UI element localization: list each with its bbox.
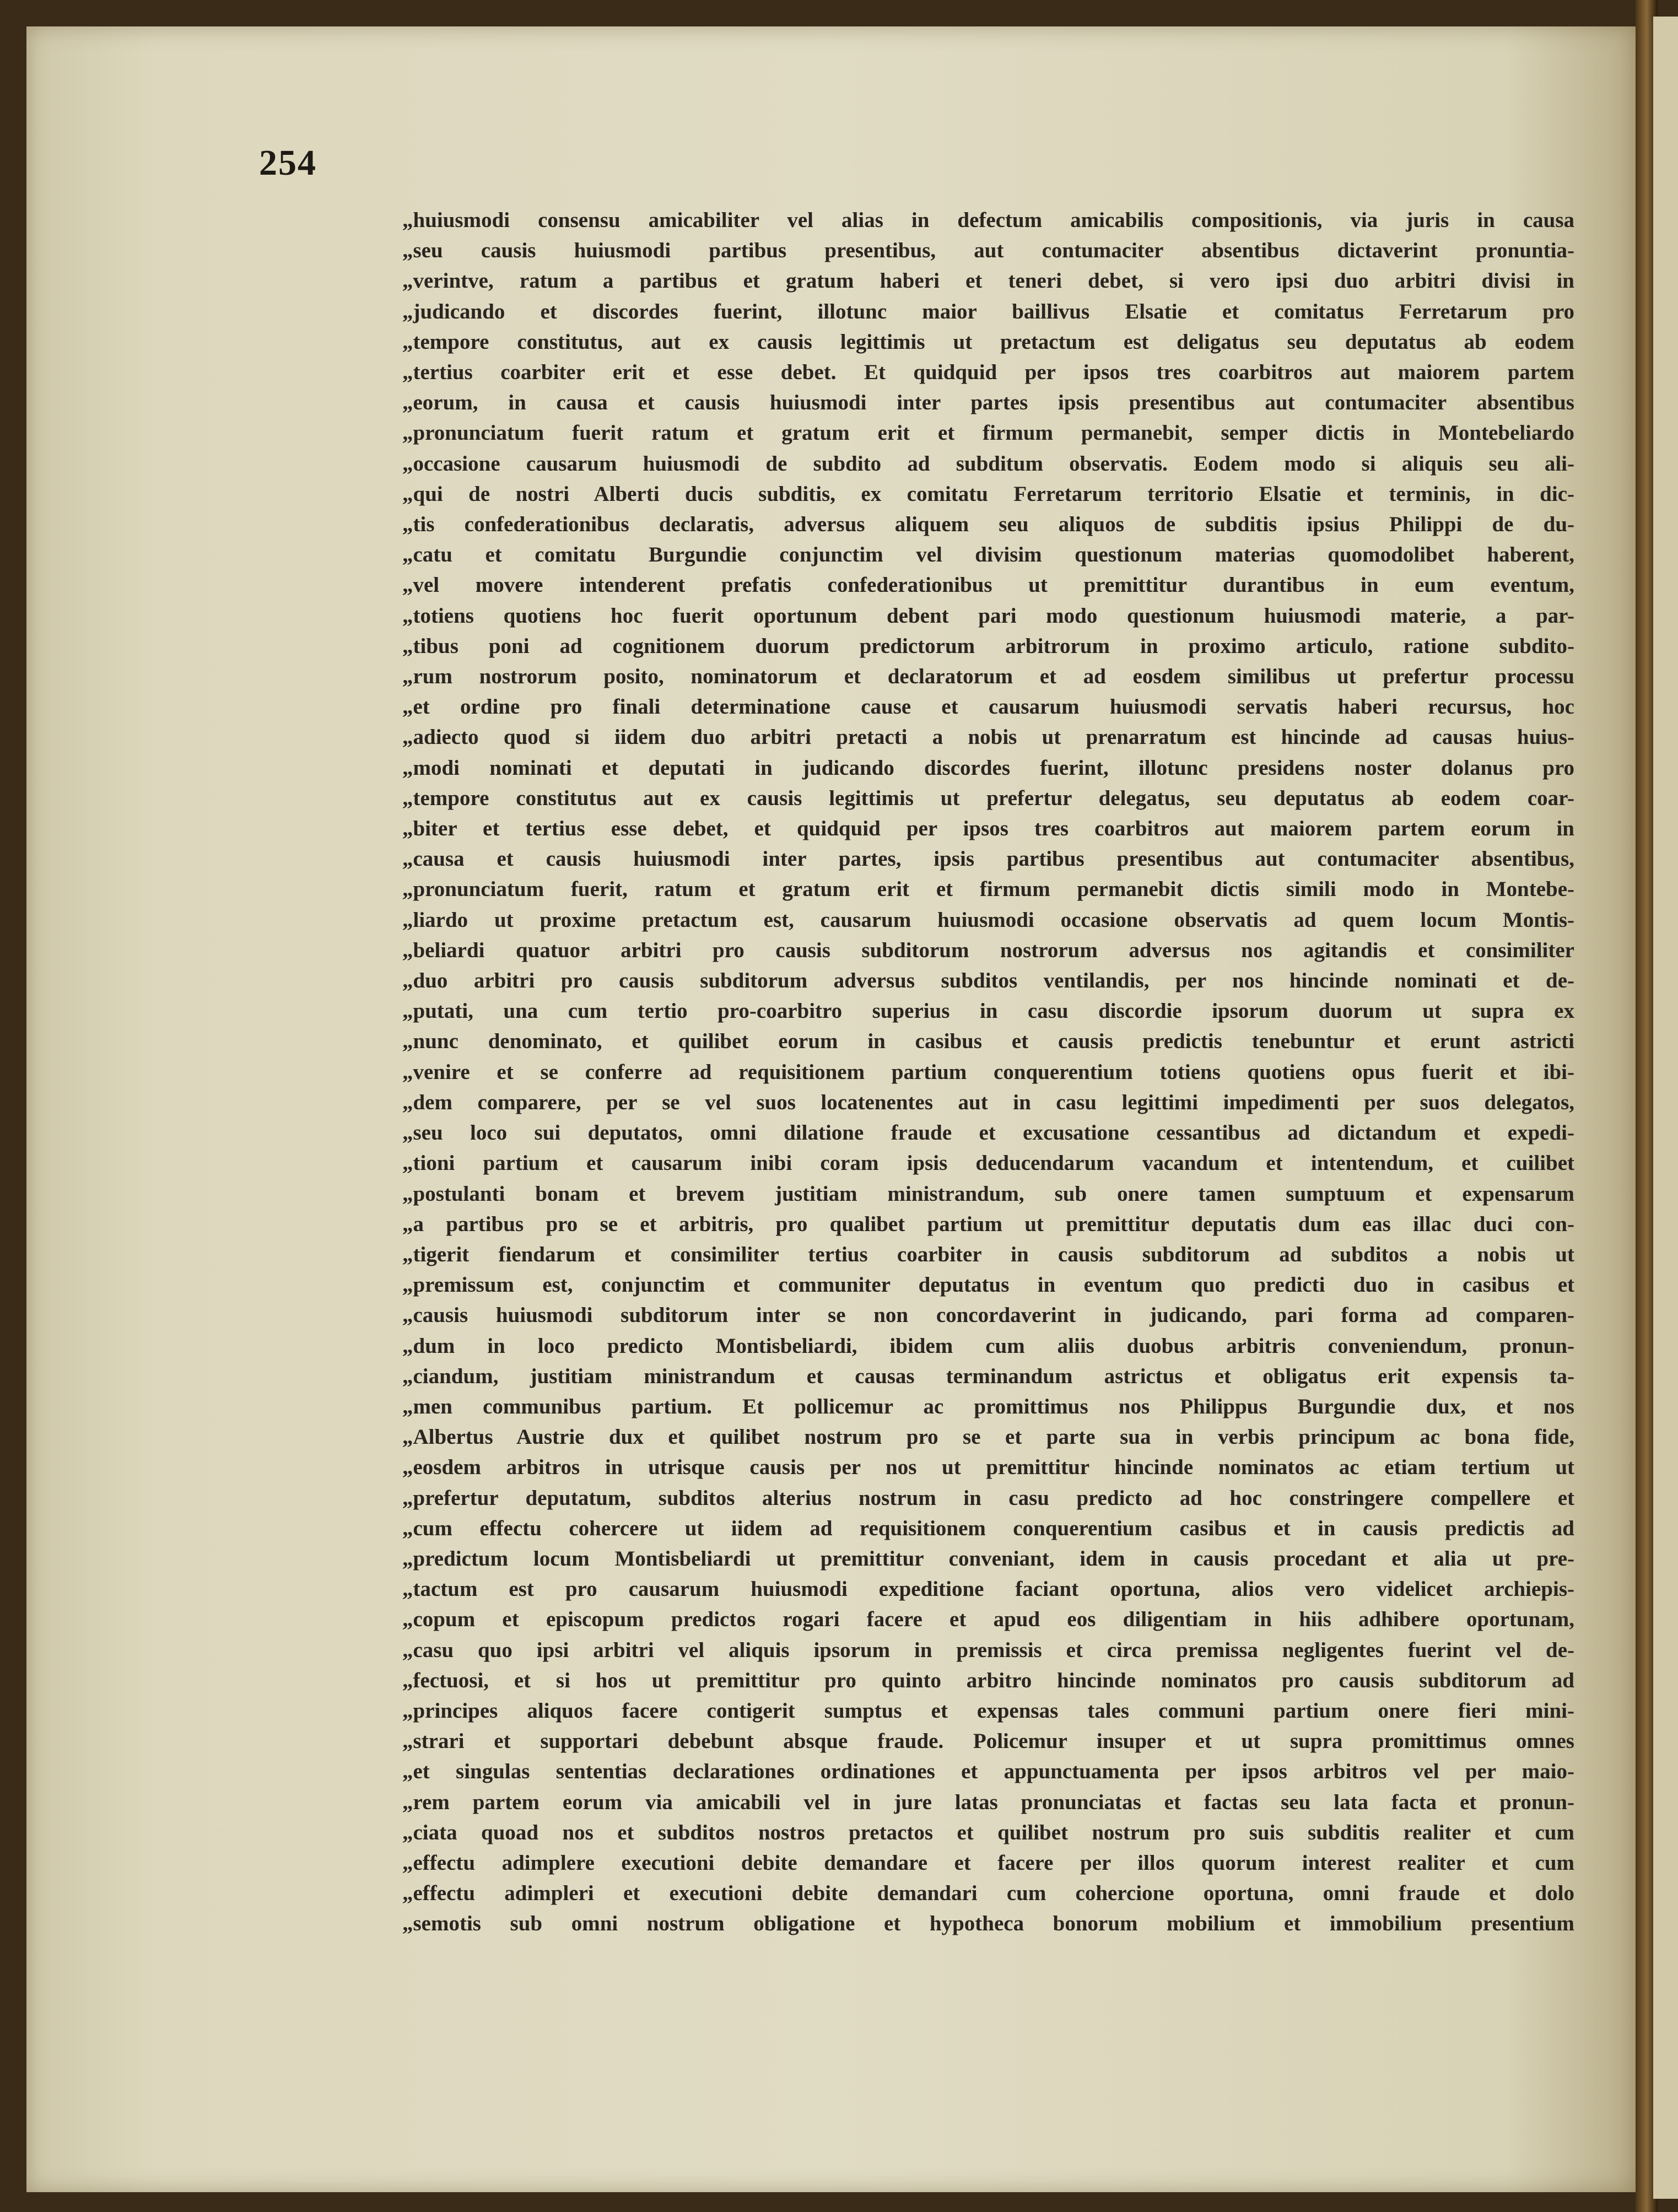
text-line: „rem partem eorum via amicabili vel in jure latas pronunciatas et factas seu lata facta et pronun- [402, 1790, 1574, 1814]
text-line: „beliardi quatuor arbitri pro causis subditorum nostrorum adversus nos agitandis et consimiliter [402, 938, 1574, 962]
text-line: „tertius coarbiter erit et esse debet. Et quidquid per ipsos tres coarbitros aut maiorem partem [402, 360, 1574, 385]
text-line: „ciandum, justitiam ministrandum et causas terminandum astrictus et obligatus erit expensis ta- [402, 1364, 1574, 1388]
text-line: „pronunciatum fuerit, ratum et gratum erit et firmum permanebit dictis simili modo in Montebe- [402, 877, 1574, 902]
text-line: „premissum est, conjunctim et communiter deputatus in eventum quo predicti duo in casibus et [402, 1273, 1574, 1297]
text-line: „et singulas sententias declarationes ordinationes et appunctuamenta per ipsos arbitros vel per maio- [402, 1760, 1574, 1784]
text-line: „duo arbitri pro causis subditorum adversus subditos ventilandis, per nos hincinde nominati et de- [402, 969, 1574, 993]
text-line: „venire et se conferre ad requisitionem partium conquerentium totiens quotiens opus fuerit et ibi- [402, 1060, 1574, 1084]
text-line: „et ordine pro finali determinatione cause et causarum huiusmodi servatis haberi recursus, hoc [402, 695, 1574, 719]
text-line: „strari et supportari debebunt absque fraude. Policemur insuper et ut supra promittimus omnes [402, 1729, 1574, 1754]
next-page-edge [1653, 17, 1678, 2199]
text-line: „a partibus pro se et arbitris, pro qualibet partium ut premittitur deputatis dum eas illac duci con- [402, 1212, 1574, 1236]
text-line: „vel movere intenderent prefatis confederationibus ut premittitur durantibus in eum eventum, [402, 573, 1574, 597]
text-line: „Albertus Austrie dux et quilibet nostrum pro se et parte sua in verbis principum ac bona fide, [402, 1425, 1574, 1449]
text-line: „tempore constitutus aut ex causis legittimis ut prefertur delegatus, seu deputatus ab eodem coar- [402, 786, 1574, 810]
text-line: „seu causis huiusmodi partibus presentibus, aut contumaciter absentibus dictaverint pronuntia- [402, 239, 1574, 263]
text-line: „effectu adimpleri et executioni debite demandari cum cohercione oportuna, omni fraude et dolo [402, 1881, 1574, 1906]
text-line: „tactum est pro causarum huiusmodi expeditione faciant oportuna, alios vero videlicet archiepis- [402, 1577, 1574, 1601]
text-line: „liardo ut proxime pretactum est, causarum huiusmodi occasione observatis ad quem locum Montis- [402, 908, 1574, 932]
text-line: „judicando et discordes fuerint, illotunc maior baillivus Elsatie et comitatus Ferretarum pro [402, 299, 1574, 323]
text-line: „adiecto quod si iidem duo arbitri pretacti a nobis ut prenarratum est hincinde ad causas huius- [402, 725, 1574, 749]
text-line: „verintve, ratum a partibus et gratum haberi et teneri debet, si vero ipsi duo arbitri divisi in [402, 269, 1574, 293]
text-line: „modi nominati et deputati in judicando discordes fuerint, illotunc presidens noster dolanus pro [402, 756, 1574, 780]
text-line: „ciata quoad nos et subditos nostros pretactos et quilibet nostrum pro suis subditis realiter et cum [402, 1820, 1574, 1844]
text-line: „eorum, in causa et causis huiusmodi inter partes ipsis presentibus aut contumaciter absentibus [402, 391, 1574, 415]
text-line: „cum effectu cohercere ut iidem ad requisitionem conquerentium casibus et in causis predictis ad [402, 1516, 1574, 1540]
text-line: „causis huiusmodi subditorum inter se non concordaverint in judicando, pari forma ad comparen- [402, 1303, 1574, 1328]
text-line: „tibus poni ad cognitionem duorum predictorum arbitrorum in proximo articulo, ratione subdito- [402, 634, 1574, 658]
text-line: „men communibus partium. Et pollicemur ac promittimus nos Philippus Burgundie dux, et nos [402, 1394, 1574, 1418]
text-line: „casu quo ipsi arbitri vel aliquis ipsorum in premissis et circa premissa negligentes fuerint vel de- [402, 1638, 1574, 1662]
text-line: „causa et causis huiusmodi inter partes, ipsis partibus presentibus aut contumaciter absentibus, [402, 847, 1574, 871]
text-line: „fectuosi, et si hos ut premittitur pro quinto arbitro hincinde nominatos pro causis subditorum ad [402, 1668, 1574, 1692]
text-line: „catu et comitatu Burgundie conjunctim vel divisim questionum materias quomodolibet haberent, [402, 543, 1574, 567]
text-line: „copum et episcopum predictos rogari facere et apud eos diligentiam in hiis adhibere oportunam, [402, 1607, 1574, 1632]
text-line: „tis confederationibus declaratis, adversus aliquem seu aliquos de subditis ipsius Philippi de du- [402, 512, 1574, 537]
text-line: „semotis sub omni nostrum obligatione et hypotheca bonorum mobilium et immobilium presentium [402, 1912, 1574, 1936]
text-line: „occasione causarum huiusmodi de subdito ad subditum observatis. Eodem modo si aliquis seu ali- [402, 451, 1574, 476]
text-line: „prefertur deputatum, subditos alterius nostrum in casu predicto ad hoc constringere compellere et [402, 1486, 1574, 1510]
text-line: „rum nostrorum posito, nominatorum et declaratorum et ad eosdem similibus ut prefertur processu [402, 665, 1574, 689]
text-line: „effectu adimplere executioni debite demandare et facere per illos quorum interest realiter et cum [402, 1850, 1574, 1875]
text-line: „tigerit fiendarum et consimiliter tertius coarbiter in causis subditorum ad subditos a nobis ut [402, 1242, 1574, 1266]
text-line: „tempore constitutus, aut ex causis legittimis ut pretactum est deligatus seu deputatus ab eodem [402, 330, 1574, 354]
text-line: „dum in loco predicto Montisbeliardi, ibidem cum aliis duobus arbitris conveniendum, pronun- [402, 1334, 1574, 1358]
text-line: „predictum locum Montisbeliardi ut premittitur conveniant, idem in causis procedant et alia ut pre- [402, 1546, 1574, 1571]
text-line: „postulanti bonam et brevem justitiam ministrandum, sub onere tamen sumptuum et expensarum [402, 1181, 1574, 1206]
text-line: „pronunciatum fuerit ratum et gratum erit et firmum permanebit, semper dictis in Montebeliardo [402, 421, 1574, 445]
text-line: „eosdem arbitros in utrisque causis per nos ut premittitur hincinde nominatos ac etiam tertium ut [402, 1455, 1574, 1480]
text-line: „huiusmodi consensu amicabiliter vel alias in defectum amicabilis compositionis, via juris in causa [402, 208, 1574, 232]
text-line: „biter et tertius esse debet, et quidquid per ipsos tres coarbitros aut maiorem partem eorum in [402, 817, 1574, 841]
body-text [402, 205, 1574, 1939]
text-line: „qui de nostri Alberti ducis subditis, ex comitatu Ferretarum territorio Elsatie et terminis, in dic- [402, 482, 1574, 506]
text-line: „seu loco sui deputatos, omni dilatione fraude et excusatione cessantibus ad dictandum et expedi- [402, 1121, 1574, 1145]
text-line: „tioni partium et causarum inibi coram ipsis deducendarum vacandum et intentendum, et cuilibet [402, 1151, 1574, 1175]
text-line: „nunc denominato, et quilibet eorum in casibus et causis predictis tenebuntur et erunt astricti [402, 1029, 1574, 1054]
text-line: „principes aliquos facere contigerit sumptus et expensas tales communi partium onere fieri mini- [402, 1698, 1574, 1723]
page-number: 254 [259, 143, 317, 183]
text-line: „totiens quotiens hoc fuerit oportunum debent pari modo questionum huiusmodi materie, a par- [402, 603, 1574, 628]
text-line: „putati, una cum tertio pro-coarbitro superius in casu discordie ipsorum duorum ut supra ex [402, 999, 1574, 1023]
text-line: „dem comparere, per se vel suos locatenentes aut in casu legittimi impedimenti per suos delegatos, [402, 1090, 1574, 1114]
